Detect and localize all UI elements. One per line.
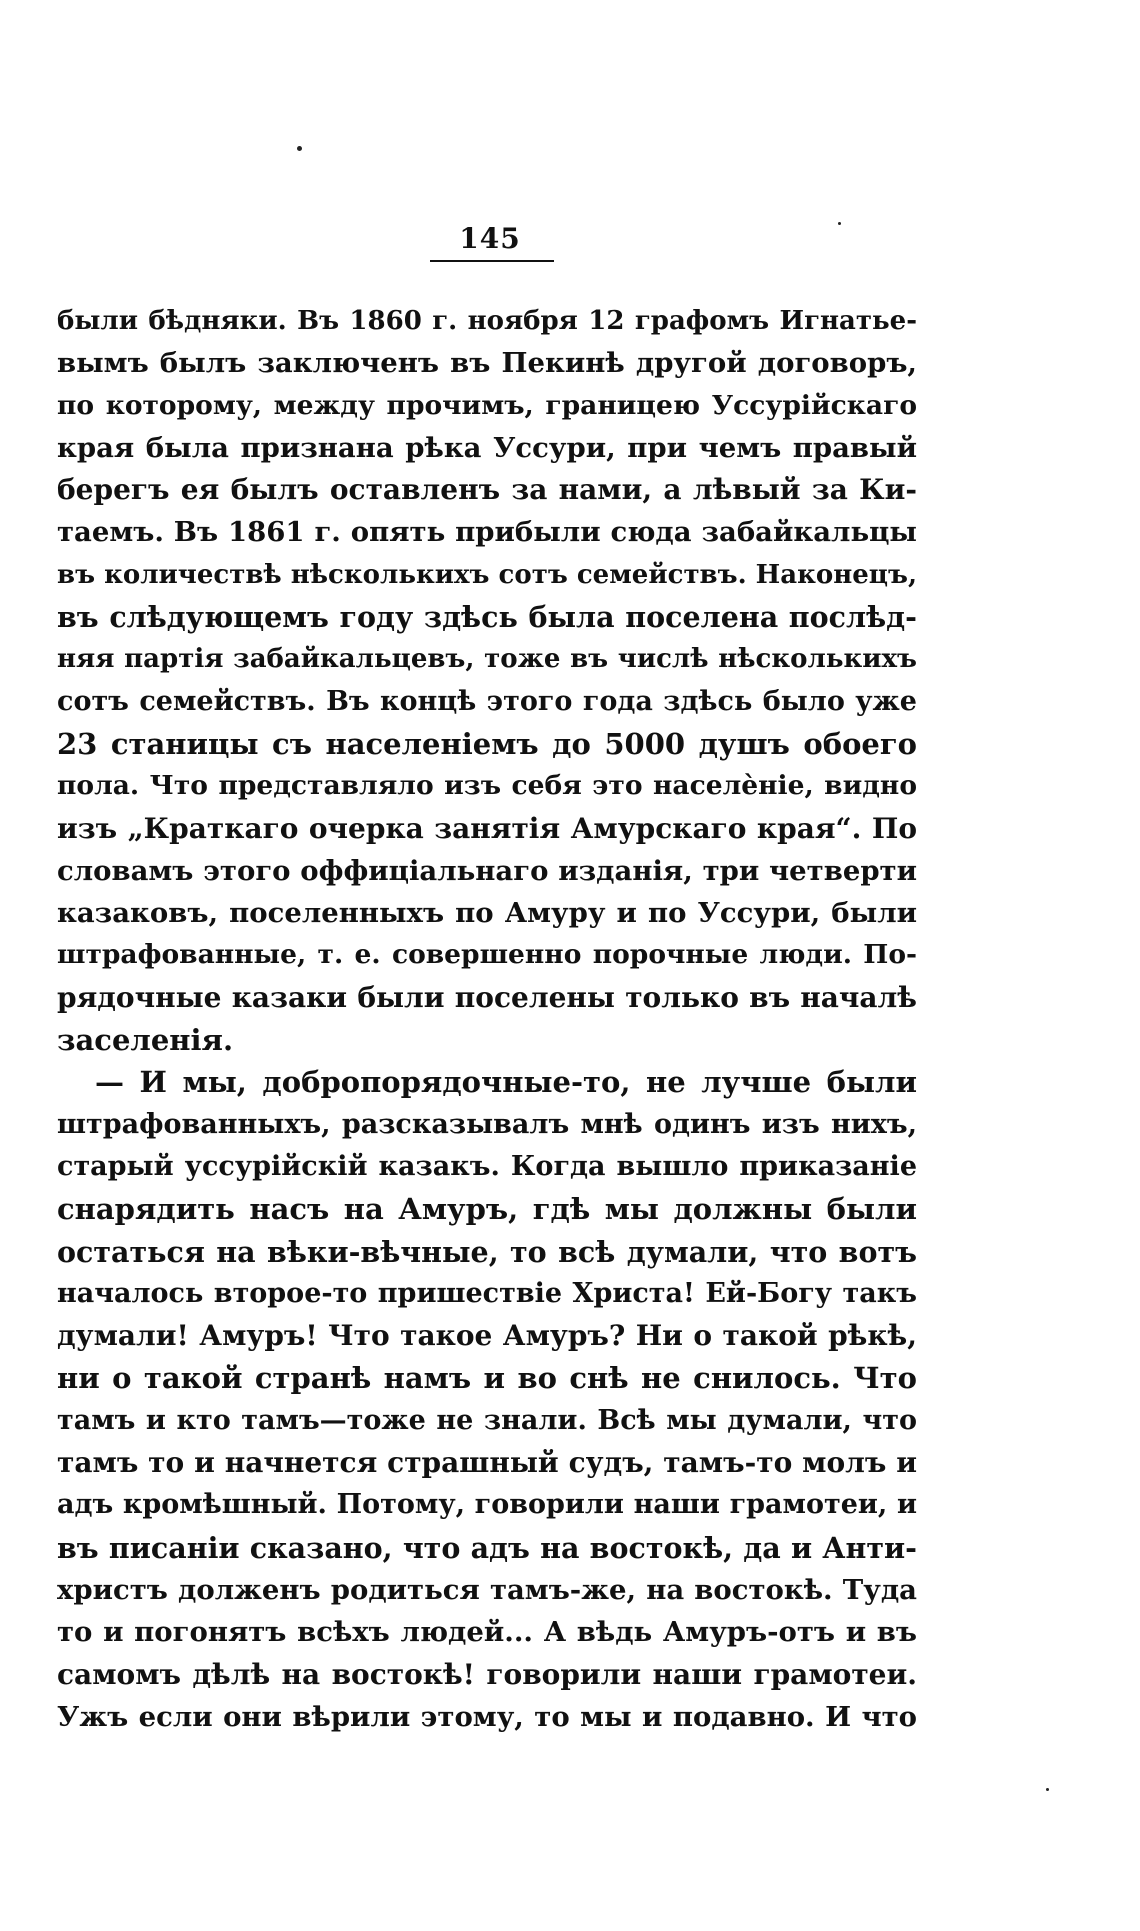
text-line: тамъ то и начнется страшный судъ, тамъ-то молъ и [57, 1446, 917, 1480]
text-line: сотъ семействъ. Въ концѣ этого года здѣсь было уже [57, 685, 917, 717]
text-line: заселенія. [57, 1023, 234, 1058]
page-number-rule [430, 260, 554, 262]
text-line: края была признана рѣка Уссури, при чемъ правый [57, 431, 917, 464]
body-text [57, 300, 917, 1738]
text-line: Ужъ если они вѣрили этому, то мы и подавно. И что [57, 1700, 917, 1733]
text-line: таемъ. Въ 1861 г. опять прибыли сюда забайкальцы [57, 516, 917, 549]
text-line: словамъ этого оффиціальнаго изданія, три четверти [57, 854, 917, 887]
text-line: ни о такой странѣ намъ и во снѣ не снилось. Что [57, 1361, 917, 1396]
text-line: — И мы, добропорядочные-то, не лучше были [95, 1065, 917, 1100]
text-line: началось второе-то пришествіе Христа! Ей-Богу такъ [57, 1277, 917, 1309]
text-line: няя партія забайкальцевъ, тоже въ числѣ нѣсколькихъ [57, 644, 917, 675]
text-line: христъ долженъ родиться тамъ-же, на востокѣ. Туда [57, 1573, 917, 1606]
text-line: адъ кромѣшный. Потому, говорили наши грамотеи, и [57, 1489, 917, 1521]
text-line: то и погонятъ всѣхъ людей... А вѣдь Амуръ-отъ и въ [57, 1616, 917, 1649]
print-speck [1046, 1788, 1049, 1791]
text-line: изъ „Краткаго очерка занятія Амурскаго края“. По [57, 811, 917, 845]
text-line: думали! Амуръ! Что такое Амуръ? Ни о такой рѣкѣ, [57, 1319, 917, 1353]
text-line: снарядить насъ на Амуръ, гдѣ мы должны были [57, 1192, 917, 1227]
text-line: остаться на вѣки-вѣчные, то всѣ думали, что вотъ [57, 1234, 917, 1269]
text-line: берегъ ея былъ оставленъ за нами, а лѣвый за Ки- [57, 473, 917, 507]
print-speck [838, 222, 841, 225]
text-line: въ слѣдующемъ году здѣсь была поселена послѣд- [57, 600, 917, 635]
text-line: въ писаніи сказано, что адъ на востокѣ, да и Анти- [57, 1530, 917, 1565]
text-line: штрафованныхъ, разсказывалъ мнѣ одинъ изъ нихъ, [57, 1108, 917, 1140]
text-line: казаковъ, поселенныхъ по Амуру и по Уссури, были [57, 897, 917, 930]
page-number: 145 [459, 222, 521, 255]
print-speck [297, 146, 302, 151]
text-line: старый уссурійскій казакъ. Когда вышло приказаніе [57, 1150, 917, 1182]
text-line: рядочные казаки были поселены только въ началѣ [57, 980, 917, 1014]
text-line: пола. Что представляло изъ себя это населѐніе, видно [57, 770, 917, 802]
text-line: вымъ былъ заключенъ въ Пекинѣ другой договоръ, [57, 347, 917, 380]
text-line: были бѣдняки. Въ 1860 г. ноября 12 графомъ Игнатье- [57, 306, 917, 336]
text-line: въ количествѣ нѣсколькихъ сотъ семействъ. Наконецъ, [57, 559, 917, 590]
text-line: самомъ дѣлѣ на востокѣ! говорили наши грамотеи. [57, 1657, 917, 1691]
text-line: по которому, между прочимъ, границею Уссурійскаго [57, 389, 917, 421]
text-line: штрафованные, т. е. совершенно порочные люди. По- [57, 939, 917, 971]
text-line: 23 станицы съ населеніемъ до 5000 душъ обоего [57, 726, 917, 761]
text-line: тамъ и кто тамъ—тоже не знали. Всѣ мы думали, что [57, 1404, 917, 1436]
